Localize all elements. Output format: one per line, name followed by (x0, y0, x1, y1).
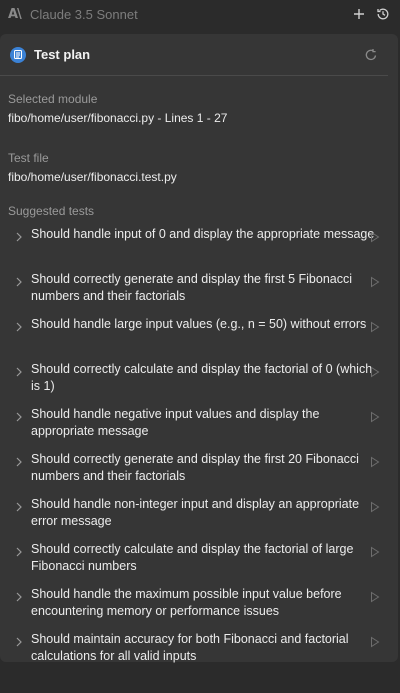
test-file-label: Test file (8, 151, 49, 165)
chevron-right-icon[interactable] (15, 226, 31, 271)
history-icon[interactable] (374, 5, 392, 23)
test-item-label: Should handle large input values (e.g., n = 50) without errors (31, 317, 367, 331)
test-item-label: Should maintain accuracy for both Fibonacci and factorial calculations for all valid inputs (31, 632, 349, 663)
test-item[interactable] (0, 361, 398, 406)
document-icon (10, 47, 26, 63)
chevron-right-icon[interactable] (15, 361, 31, 406)
refresh-icon[interactable] (362, 46, 380, 64)
chevron-right-icon[interactable] (15, 451, 31, 496)
selected-module-label: Selected module (8, 92, 98, 106)
test-plan-panel (0, 34, 398, 662)
test-item-label: Should handle non-integer input and display an appropriate error message (31, 497, 360, 528)
panel-header (0, 34, 388, 76)
test-file-value: fibo/home/user/fibonacci.test.py (8, 170, 177, 184)
suggested-tests-label: Suggested tests (8, 204, 95, 218)
model-name[interactable]: Claude 3.5 Sonnet (30, 6, 138, 22)
anthropic-logo-icon: A\ (8, 6, 21, 22)
play-icon[interactable] (370, 590, 380, 602)
play-icon[interactable] (370, 410, 380, 422)
test-item-label: Should handle input of 0 and display the appropriate message (31, 227, 375, 241)
test-item[interactable] (0, 271, 398, 316)
chevron-right-icon[interactable] (15, 316, 31, 361)
chevron-right-icon[interactable] (15, 406, 31, 451)
plus-icon[interactable] (350, 5, 368, 23)
test-item-label: Should correctly calculate and display the factorial of large Fibonacci numbers (31, 542, 354, 573)
panel-title: Test plan (34, 47, 91, 62)
play-icon[interactable] (370, 500, 380, 512)
test-item-label: Should correctly generate and display the first 5 Fibonacci numbers and their factorials (31, 272, 353, 303)
test-item-label: Should correctly generate and display the first 20 Fibonacci numbers and their factorials (31, 452, 359, 483)
test-item[interactable] (0, 451, 398, 496)
test-item-label: Should correctly calculate and display the factorial of 0 (which is 1) (31, 362, 373, 393)
play-icon[interactable] (370, 455, 380, 467)
test-item[interactable] (0, 541, 398, 586)
selected-module-value: fibo/home/user/fibonacci.py - Lines 1 - 27 (8, 111, 228, 125)
chevron-right-icon[interactable] (15, 496, 31, 541)
test-item[interactable] (0, 496, 398, 541)
top-bar (0, 0, 400, 28)
test-item[interactable] (0, 586, 398, 631)
test-item[interactable] (0, 316, 398, 361)
test-item[interactable] (0, 631, 398, 676)
play-icon[interactable] (370, 545, 380, 557)
test-item-label: Should handle the maximum possible input value before encountering memory or performance issues (31, 587, 342, 618)
play-icon[interactable] (370, 320, 380, 332)
test-item[interactable] (0, 406, 398, 451)
chevron-right-icon[interactable] (15, 586, 31, 631)
test-item[interactable] (0, 226, 398, 271)
chevron-right-icon[interactable] (15, 541, 31, 586)
chevron-right-icon[interactable] (15, 271, 31, 316)
suggested-tests-list (0, 226, 398, 676)
chevron-right-icon[interactable] (15, 631, 31, 676)
play-icon[interactable] (370, 275, 380, 287)
play-icon[interactable] (370, 365, 380, 377)
play-icon[interactable] (370, 230, 380, 242)
play-icon[interactable] (370, 635, 380, 647)
test-item-label: Should handle negative input values and display the appropriate message (31, 407, 320, 438)
